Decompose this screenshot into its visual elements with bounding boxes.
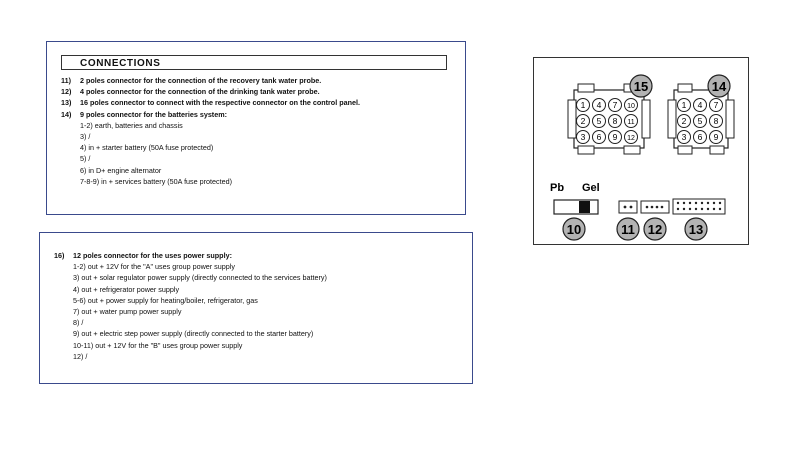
switch-label-pb: Pb — [550, 182, 565, 194]
pin-label: 2 — [681, 116, 687, 126]
connector-12 — [641, 201, 669, 213]
pin-label: 9 — [612, 132, 618, 142]
svg-text:15: 15 — [633, 79, 649, 94]
uses-pin: 12) / — [73, 351, 88, 361]
pin-dot — [713, 202, 715, 204]
pin-dot — [689, 202, 691, 204]
pin-dot — [683, 208, 685, 210]
battery-pin: 6) in D+ engine alternator — [80, 165, 162, 175]
pin-label: 6 — [697, 132, 703, 142]
pin-label: 8 — [713, 116, 719, 126]
pin-dot — [701, 202, 703, 204]
pin — [694, 115, 707, 128]
pin — [577, 99, 590, 112]
pin — [678, 99, 691, 112]
pin-label: 3 — [681, 132, 687, 142]
pin-label: 7 — [612, 100, 618, 110]
battery-pin: 1-2) earth, batteries and chassis — [80, 120, 183, 130]
list-item: 12) 4 poles connector for the connection of the drinking tank water probe. — [61, 87, 320, 97]
pin-label: 7 — [713, 100, 719, 110]
pin — [593, 131, 606, 144]
battery-pin: 5) / — [80, 154, 91, 164]
label-15 — [630, 75, 652, 97]
uses-panel — [39, 232, 473, 384]
pin — [625, 115, 638, 128]
pin — [609, 99, 622, 112]
pin-label: 11 — [627, 119, 635, 126]
pin — [625, 131, 638, 144]
list-item: 14) 9 poles connector for the batteries system: — [61, 109, 227, 119]
pin-dot — [689, 208, 691, 210]
battery-pin: 7-8-9) in + services battery (50A fuse protected) — [80, 176, 233, 186]
pin-label: 8 — [612, 116, 618, 126]
diagram-svg — [534, 58, 747, 243]
svg-text:13: 13 — [688, 222, 704, 237]
pin-dot — [677, 202, 679, 204]
pin — [593, 99, 606, 112]
connections-title: CONNECTIONS — [61, 55, 447, 70]
pin-label: 1 — [681, 100, 687, 110]
label-11 — [617, 218, 639, 240]
pin — [710, 131, 723, 144]
pin-label: 9 — [713, 132, 719, 142]
list-item: 11) 2 poles connector for the connection of the recovery tank water probe. — [61, 76, 322, 85]
connector-11 — [619, 201, 637, 213]
pin-label: 4 — [697, 100, 703, 110]
uses-pin: 1-2) out + 12V for the "A" uses group power supply — [73, 262, 235, 272]
pin — [678, 131, 691, 144]
pb-gel-switch — [554, 200, 598, 214]
pin — [609, 131, 622, 144]
label-13 — [685, 218, 707, 240]
pin-label: 2 — [580, 116, 586, 126]
pin-dot — [707, 202, 709, 204]
pin-dot — [707, 208, 709, 210]
uses-pin: 4) out + refrigerator power supply — [73, 284, 180, 294]
connector-13 — [673, 199, 725, 214]
label-12 — [644, 218, 666, 240]
uses-pin: 5-6) out + power supply for heating/boiler, refrigerator, gas — [73, 295, 258, 305]
list-item: 13) 16 poles connector to connect with the respective connector on the control panel. — [61, 98, 360, 108]
pin-dot — [683, 202, 685, 204]
pin-label: 4 — [596, 100, 602, 110]
switch-label-gel: Gel — [582, 182, 600, 194]
uses-pin: 3) out + solar regulator power supply (directly connected to the services battery) — [73, 273, 327, 283]
pin-dot — [695, 202, 697, 204]
svg-text:11: 11 — [621, 222, 635, 237]
pin — [710, 115, 723, 128]
pin — [577, 115, 590, 128]
uses-pin: 9) out + electric step power supply (directly connected to the starter battery) — [73, 329, 314, 339]
uses-pin: 10-11) out + 12V for the "B" uses group power supply — [73, 340, 243, 350]
pin-label: 3 — [580, 132, 586, 142]
uses-pin: 7) out + water pump power supply — [73, 307, 182, 317]
pin-dot — [701, 208, 703, 210]
pin-dot — [719, 202, 721, 204]
connector-diagram — [533, 57, 749, 245]
svg-text:14: 14 — [711, 79, 727, 94]
svg-text:12: 12 — [647, 222, 663, 237]
pin — [577, 131, 590, 144]
pin — [625, 99, 638, 112]
pin-dot — [719, 208, 721, 210]
pin — [609, 115, 622, 128]
pin-label: 5 — [596, 116, 602, 126]
pin-dot — [695, 208, 697, 210]
pin-label: 5 — [697, 116, 703, 126]
connections-list — [61, 75, 360, 187]
uses-pin: 8) / — [73, 318, 84, 328]
pin-dot — [677, 208, 679, 210]
pin — [593, 115, 606, 128]
pin — [678, 115, 691, 128]
pin-label: 1 — [580, 100, 586, 110]
battery-pin: 3) / — [80, 132, 91, 142]
battery-pin: 4) in + starter battery (50A fuse protected) — [80, 143, 214, 153]
pin-label: 12 — [627, 135, 635, 142]
pin-dot — [713, 208, 715, 210]
pin — [694, 131, 707, 144]
label-10 — [563, 218, 585, 240]
pin-label: 6 — [596, 132, 602, 142]
pin — [694, 99, 707, 112]
label-14 — [708, 75, 730, 97]
connections-panel — [46, 41, 466, 215]
uses-title: 16) 12 poles connector for the uses power supply: — [54, 251, 232, 260]
svg-text:10: 10 — [566, 222, 582, 237]
uses-list — [54, 250, 327, 362]
pin-label: 10 — [627, 103, 635, 110]
pin — [710, 99, 723, 112]
